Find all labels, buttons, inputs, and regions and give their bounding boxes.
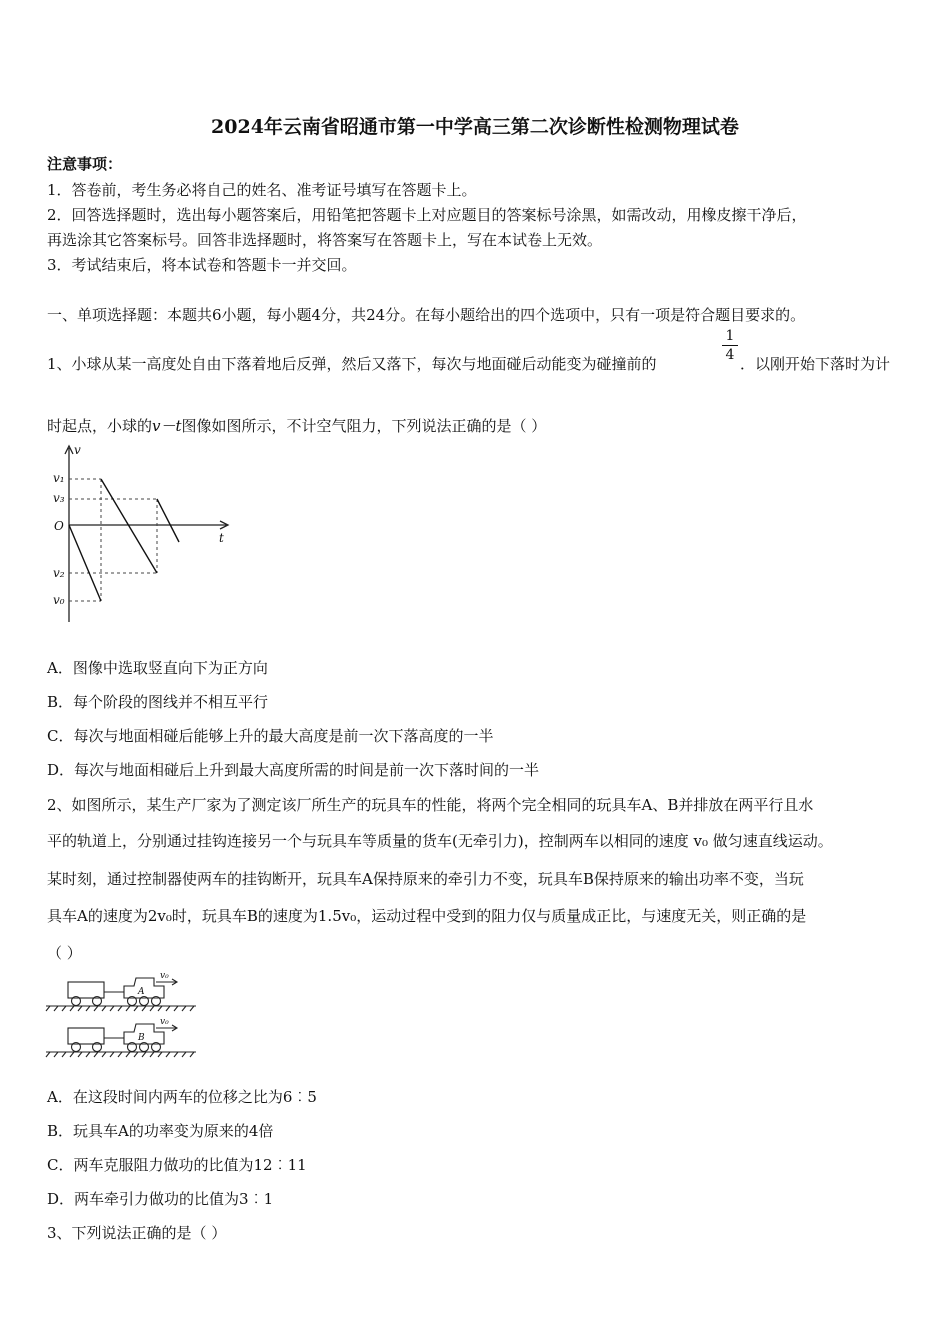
q2-stem-line: 平的轨道上，分别通过挂钩连接另一个与玩具车等质量的货车(无牵引力)，控制两车以相同的速度 v₀ 做匀速直线运动。 xyxy=(47,832,833,850)
notice-item: 1．答卷前，考生务必将自己的姓名、准考证号填写在答题卡上。 xyxy=(47,181,477,199)
q2-option-c: C．两车克服阻力做功的比值为12︰11 xyxy=(47,1156,307,1174)
q1-option-b: B．每个阶段的图线并不相互平行 xyxy=(47,693,269,711)
v0-label: v₀ xyxy=(53,593,65,607)
notice-item: 再选涂其它答案标号。回答非选择题时，将答案写在答题卡上，写在本试卷上无效。 xyxy=(47,231,603,249)
t-axis-label: t xyxy=(219,531,224,545)
v1-label: v₁ xyxy=(53,471,65,485)
notice-heading: 注意事项： xyxy=(47,155,123,173)
q1-option-a: A．图像中选取竖直向下为正方向 xyxy=(47,659,268,677)
page-title: 2024年云南省昭通市第一中学高三第二次诊断性检测物理试卷 xyxy=(211,116,739,138)
q2-stem-line: 某时刻，通过控制器使两车的挂钩断开，玩具车A保持原来的牵引力不变，玩具车B保持原来的输出功率不变，当玩 xyxy=(47,870,804,888)
q2-option-d: D．两车牵引力做功的比值为3︰1 xyxy=(47,1190,274,1208)
toy-car-a-label: A xyxy=(138,987,145,997)
track-b-hatch xyxy=(46,1052,194,1057)
q1-stem-line1a: 1、小球从某一高度处自由下落着地后反弹，然后又落下，每次与地面碰后动能变为碰撞前的 xyxy=(47,355,657,373)
q2-option-a: A．在这段时间内两车的位移之比为6︰5 xyxy=(47,1088,317,1106)
notice-item: 2．回答选择题时，选出每小题答案后，用铅笔把答题卡上对应题目的答案标号涂黑，如需改动，用橡皮擦干净后， xyxy=(47,206,807,224)
vt-segment-bounce-2 xyxy=(157,499,179,542)
vt-segment-fall-1 xyxy=(69,525,101,601)
fraction-numerator: 1 xyxy=(725,328,735,344)
q2-option-b: B．玩具车A的功率变为原来的4倍 xyxy=(47,1122,274,1140)
fraction-bar xyxy=(722,345,738,346)
velocity-b-label: v₀ xyxy=(160,1017,169,1027)
q2-stem-line: 2、如图所示，某生产厂家为了测定该厂所生产的玩具车的性能，将两个完全相同的玩具车A、B并排放在两平行且水 xyxy=(47,796,814,814)
cargo-car-b xyxy=(68,1028,104,1044)
q1-stem-line2b: 图像如图所示，不计空气阻力，下列说法正确的是（ ） xyxy=(181,417,547,435)
v2-label: v₂ xyxy=(53,566,65,580)
q1-stem-line2a: 时起点，小球的 xyxy=(47,417,153,435)
v3-label: v₃ xyxy=(53,491,65,505)
q2-stem-line: （ ） xyxy=(47,944,82,962)
q3-stem: 3、下列说法正确的是（ ） xyxy=(47,1224,227,1242)
origin-label: O xyxy=(54,519,64,533)
q1-stem-line2 xyxy=(47,415,546,436)
section-heading: 一、单项选择题：本题共6小题，每小题4分，共24分。在每小题给出的四个选项中，只有一项是符合题目要求的。 xyxy=(47,306,806,324)
toy-car-b-label: B xyxy=(138,1033,145,1043)
q1-vt-variable: v－t xyxy=(152,417,182,435)
fraction-denominator: 4 xyxy=(725,347,735,363)
q1-option-c: C．每次与地面相碰后能够上升的最大高度是前一次下落高度的一半 xyxy=(47,727,494,745)
q1-stem-line1b: ．以刚开始下落时为计 xyxy=(740,355,891,373)
q2-stem-line: 具车A的速度为2v₀时，玩具车B的速度为1.5v₀，运动过程中受到的阻力仅与质量成正比，与速度无关，则正确的是 xyxy=(47,907,807,925)
track-a-hatch xyxy=(46,1006,194,1011)
vt-graph xyxy=(45,442,245,627)
velocity-a-label: v₀ xyxy=(160,971,169,981)
vt-segment-bounce-1 xyxy=(101,479,157,573)
notice-item: 3．考试结束后，将本试卷和答题卡一并交回。 xyxy=(47,256,357,274)
toy-car-figure xyxy=(44,968,204,1058)
fraction-one-quarter xyxy=(722,328,738,363)
v-axis-label: v xyxy=(74,443,81,457)
q1-option-d: D．每次与地面相碰后上升到最大高度所需的时间是前一次下落时间的一半 xyxy=(47,761,540,779)
cargo-car-a xyxy=(68,982,104,998)
